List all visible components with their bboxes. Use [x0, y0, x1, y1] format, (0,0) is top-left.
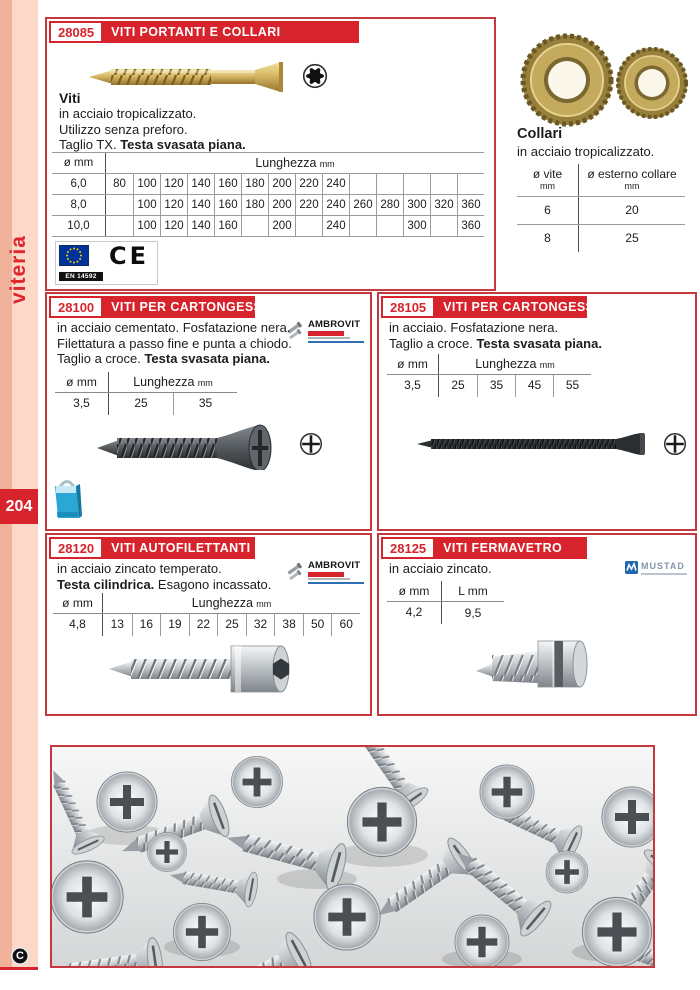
length-cell: 100 — [133, 195, 160, 215]
article-code: 28085 — [51, 23, 101, 41]
product-description — [57, 320, 292, 367]
diameter-cell: 4,2 — [387, 602, 442, 624]
length-cell: 220 — [295, 195, 322, 215]
screws-photo — [50, 745, 655, 968]
collar-diameter-cell: 25 — [625, 231, 639, 245]
column-header-diameter: ø mm — [53, 593, 103, 613]
length-cell: 160 — [214, 195, 241, 215]
column-header-length: Lunghezza mm — [191, 595, 272, 610]
length-cell — [457, 174, 484, 194]
length-cell: 38 — [274, 614, 303, 636]
page-number-badge: 204 — [0, 489, 38, 524]
mustad-logo — [625, 561, 687, 575]
section-header — [49, 296, 273, 318]
length-cell — [376, 174, 403, 194]
description-line: Taglio a croce. Testa svasata piana. — [57, 351, 270, 366]
section-28085 — [45, 17, 496, 291]
table-header-row — [387, 581, 504, 602]
section-28100 — [45, 292, 372, 531]
article-code: 28120 — [51, 539, 101, 557]
table-row — [387, 375, 591, 397]
length-cell: 100 — [133, 174, 160, 194]
fine-thread-screw-image — [417, 432, 662, 456]
table-row — [55, 393, 237, 415]
length-cell: 16 — [132, 614, 161, 636]
brass-collars-image — [505, 26, 690, 131]
length-cell: 80 — [113, 178, 126, 190]
glass-bead-screw-image — [474, 635, 599, 693]
length-cell: 13 — [110, 617, 124, 631]
length-cell: 360 — [457, 216, 484, 236]
length-cell: 45 — [515, 375, 553, 397]
brass-screw-image — [87, 57, 287, 97]
article-code: 28105 — [383, 298, 433, 316]
length-cell — [106, 195, 133, 215]
phillips-drive-icon — [663, 432, 687, 456]
table-row — [52, 174, 484, 195]
length-cell: 240 — [322, 174, 349, 194]
table-header-row — [55, 372, 237, 393]
table-row — [53, 614, 360, 636]
screw-diameter-cell: 6 — [517, 197, 579, 224]
length-cell: 140 — [187, 216, 214, 236]
length-cell — [430, 174, 457, 194]
length-cell: 240 — [322, 195, 349, 215]
description-line: Filettatura a passo fine e punta a chiodo. — [57, 335, 292, 351]
description-line: Taglio a croce. Testa svasata piana. — [389, 335, 602, 351]
length-cell: 320 — [430, 195, 457, 215]
description-line: in acciaio zincato. — [389, 561, 492, 576]
length-cell — [403, 174, 430, 194]
length-cell: 280 — [376, 195, 403, 215]
ce-letters: CE — [109, 242, 150, 270]
brand-blue-rule — [308, 341, 364, 343]
mustad-mark-icon — [625, 561, 638, 574]
length-cell: 35 — [173, 393, 237, 415]
section-title: VITI PORTANTI E COLLARI — [111, 25, 281, 39]
table-row — [517, 197, 685, 225]
length-cell: 120 — [160, 195, 187, 215]
length-cell: 360 — [457, 195, 484, 215]
brand-blue-rule — [308, 582, 364, 584]
column-header-length: L mm — [458, 584, 488, 598]
publisher-logo: C — [11, 947, 29, 965]
product-description — [389, 561, 492, 577]
ce-left-column — [59, 245, 103, 281]
table-row — [517, 225, 685, 252]
length-cell: 200 — [268, 174, 295, 194]
length-cell: 160 — [214, 216, 241, 236]
sizes-table — [53, 593, 360, 636]
section-28125 — [377, 533, 697, 716]
sizes-table — [387, 354, 591, 397]
sidebar-inner-strip — [12, 0, 38, 967]
brand-name: AMBROVIT — [308, 319, 361, 330]
length-cell: 140 — [187, 174, 214, 194]
description-line: Taglio TX. Testa svasata piana. — [59, 137, 246, 152]
column-header-diameter: ø mm — [55, 372, 109, 392]
product-description — [389, 320, 602, 351]
length-cell — [106, 216, 133, 236]
diameter-cell: 6,0 — [52, 174, 106, 194]
length-cell: 25 — [134, 396, 148, 410]
screw-diameter-cell: 8 — [517, 225, 579, 252]
table-header-row — [52, 153, 484, 174]
brand-name: AMBROVIT — [308, 560, 361, 571]
section-28120 — [45, 533, 372, 716]
section-title: VITI FERMAVETRO — [443, 541, 563, 555]
length-cell — [295, 216, 322, 236]
length-cell: 60 — [331, 614, 360, 636]
column-header-length: Lunghezza mm — [255, 155, 335, 170]
column-header-collar-diameter: ø esterno collare mm — [587, 167, 677, 191]
length-cell: 200 — [268, 195, 295, 215]
diameter-cell: 3,5 — [55, 393, 109, 415]
product-description — [57, 561, 271, 592]
length-cell — [241, 216, 268, 236]
description-line: Testa cilindrica. Esagono incassato. — [57, 576, 272, 592]
collar-diameter-cell: 20 — [625, 203, 639, 217]
length-cell: 200 — [268, 216, 295, 236]
length-cell: 50 — [303, 614, 332, 636]
article-code: 28125 — [383, 539, 433, 557]
collars-description: in acciaio tropicalizzato. — [517, 144, 655, 159]
section-title: VITI PER CARTONGESSO — [111, 300, 273, 314]
eu-flag-icon — [59, 245, 89, 266]
sizes-table — [55, 372, 237, 415]
sidebar-bottom-rule — [0, 967, 38, 970]
torx-drive-icon — [302, 63, 328, 89]
brand-gray-strip — [308, 578, 350, 580]
length-cell: 9,5 — [464, 605, 482, 620]
description-line: in acciaio zincato temperato. — [57, 561, 222, 576]
section-header — [49, 537, 255, 559]
section-header — [381, 537, 587, 559]
collars-table — [517, 164, 685, 252]
column-header-diameter: ø mm — [387, 581, 442, 601]
ambrovit-logo — [284, 320, 364, 343]
description-line: in acciaio cementato. Fosfatazione nera. — [57, 320, 291, 335]
table-row — [52, 195, 484, 216]
diameter-cell: 10,0 — [52, 216, 106, 236]
length-cell: 100 — [133, 216, 160, 236]
sidebar-category-label: viteria — [7, 235, 30, 305]
length-cell — [349, 216, 376, 236]
table-header-row — [517, 164, 685, 197]
length-cell — [430, 216, 457, 236]
product-label: Viti — [59, 90, 81, 106]
sizes-table — [387, 581, 504, 624]
brand-red-strip — [308, 572, 344, 577]
section-header — [381, 296, 605, 318]
description-line: in acciaio tropicalizzato. — [59, 106, 197, 121]
column-header-length: Lunghezza mm — [133, 374, 213, 389]
diameter-cell: 4,8 — [53, 614, 103, 636]
brand-rule — [641, 573, 687, 575]
product-description — [59, 106, 246, 153]
length-cell: 55 — [553, 375, 591, 397]
diameter-cell: 8,0 — [52, 195, 106, 215]
diameter-cell: 3,5 — [387, 375, 439, 397]
length-cell — [376, 216, 403, 236]
section-header — [49, 21, 359, 43]
ambrovit-logo — [284, 561, 364, 584]
section-title: VITI PER CARTONGESSO — [443, 300, 605, 314]
ce-mark — [55, 241, 158, 285]
socket-head-screw-image — [107, 639, 307, 699]
collars-title: Collari — [517, 126, 563, 142]
ambrovit-screws-icon — [284, 561, 306, 581]
length-cell: 22 — [189, 614, 218, 636]
length-cell: 240 — [322, 216, 349, 236]
length-cell: 300 — [403, 216, 430, 236]
brand-name: MUSTAD — [641, 561, 685, 571]
length-cell: 19 — [160, 614, 189, 636]
length-cell: 35 — [477, 375, 515, 397]
section-28105 — [377, 292, 697, 531]
table-row — [387, 602, 504, 624]
length-cell: 180 — [241, 174, 268, 194]
ce-standard-label: EN 14592 — [59, 272, 103, 281]
phillips-drive-icon — [299, 432, 323, 456]
column-header-diameter: ø mm — [387, 354, 439, 374]
sidebar-outer-strip — [0, 0, 12, 967]
sizes-table — [52, 152, 484, 237]
column-header-screw-diameter: ø vite mm — [517, 164, 579, 196]
length-cell: 32 — [246, 614, 275, 636]
length-cell: 260 — [349, 195, 376, 215]
length-cell: 220 — [295, 174, 322, 194]
length-cell: 120 — [160, 216, 187, 236]
package-icon — [52, 476, 82, 520]
article-code: 28100 — [51, 298, 101, 316]
length-cell: 25 — [217, 614, 246, 636]
table-header-row — [387, 354, 591, 375]
length-cell: 300 — [403, 195, 430, 215]
column-header-length: Lunghezza mm — [475, 356, 555, 371]
length-cell: 180 — [241, 195, 268, 215]
brand-red-strip — [308, 331, 344, 336]
drywall-screw-image — [95, 422, 285, 470]
length-cell: 140 — [187, 195, 214, 215]
column-header-diameter: ø mm — [52, 153, 106, 173]
description-line: in acciaio. Fosfatazione nera. — [389, 320, 559, 335]
length-cell — [349, 174, 376, 194]
brand-gray-strip — [308, 337, 350, 339]
section-title: VITI AUTOFILETTANTI — [111, 541, 251, 555]
length-cell: 25 — [451, 378, 465, 392]
length-cell: 160 — [214, 174, 241, 194]
table-row — [52, 216, 484, 237]
length-cell: 120 — [160, 174, 187, 194]
description-line: Utilizzo senza preforo. — [59, 121, 188, 137]
screws-pile-illustration — [52, 747, 653, 966]
table-header-row — [53, 593, 360, 614]
